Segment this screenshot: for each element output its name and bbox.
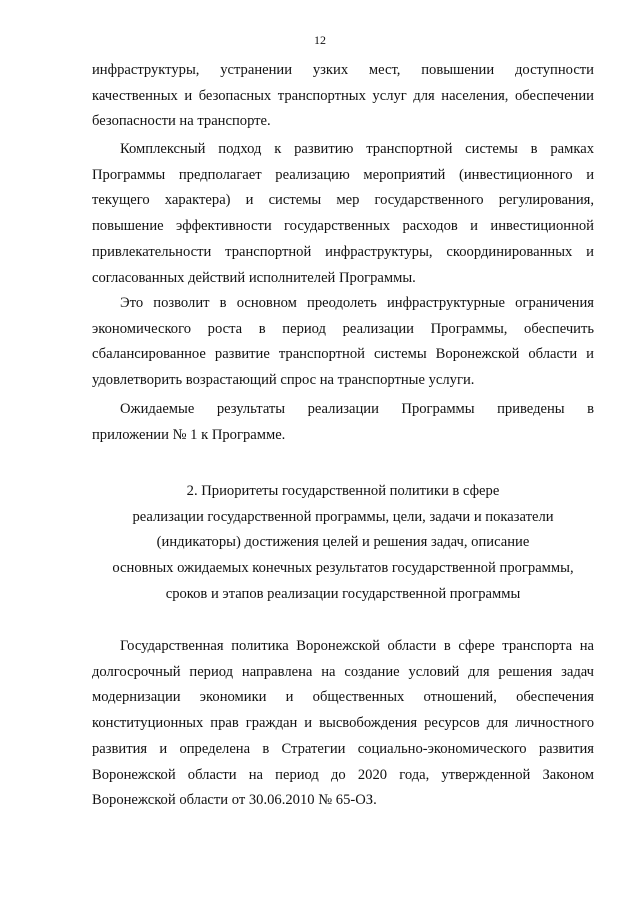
text-line: долгосрочный период направлена на создание условий для решения задач [92,663,594,680]
text-line: модернизации экономики и общественных отношений, обеспечения [92,689,594,706]
text-line: удовлетворить возрастающий спрос на транспортные услуги. [92,372,475,389]
heading-line: основных ожидаемых конечных результатов государственной программы, [112,560,574,577]
paragraph-overcome-limits [92,291,594,394]
text-line: текущего характера) и системы мер государственного регулирования, [92,192,594,209]
page-number: 12 [314,33,326,47]
text-line: Ожидаемые результаты реализации Программы приведены в [120,401,594,417]
text-line: привлекательности транспортной инфраструктуры, скоординированных и [92,243,594,260]
text-line: Государственная политика Воронежской области в сфере транспорта на [120,638,594,654]
text-line: Воронежской области от 30.06.2010 № 65-ОЗ. [92,792,377,809]
text-line: Это позволит в основном преодолеть инфраструктурные ограничения [120,295,594,311]
heading-line: (индикаторы) достижения целей и решения задач, описание [156,534,530,551]
paragraph-complex-approach [92,137,594,291]
text-line: развития и определена в Стратегии социально-экономического развития [92,740,594,757]
text-line: Воронежской области на период до 2020 года, утвержденной Законом [92,766,594,783]
paragraph-infrastructure [92,58,594,135]
heading-line: 2. Приоритеты государственной политики в сфере [186,483,500,499]
text-line: экономического роста в период реализации Программы, обеспечить [92,320,594,337]
text-line: согласованных действий исполнителей Программы. [92,269,416,286]
text-line: повышение эффективности государственных расходов и инвестиционной [92,218,594,235]
text-line: качественных и безопасных транспортных услуг для населения, обеспечении [92,87,594,104]
text-line: конституционных прав граждан и высвобождения ресурсов для личностного [92,715,594,732]
text-line: инфраструктуры, устранении узких мест, повышении доступности [92,62,594,78]
text-line: безопасности на транспорте. [92,113,271,130]
paragraph-expected-results [92,397,594,448]
text-line: Программы предполагает реализацию мероприятий (инвестиционного и [92,166,594,183]
section-heading [60,479,626,608]
text-line: сбалансированное развитие транспортной системы Воронежской области и [92,346,594,363]
heading-line: реализации государственной программы, цели, задачи и показатели [132,508,554,525]
text-line: приложении № 1 к Программе. [92,426,286,443]
heading-line: сроков и этапов реализации государственной программы [165,585,521,602]
paragraph-state-policy [92,634,594,814]
text-line: Комплексный подход к развитию транспортной системы в рамках [120,141,594,157]
